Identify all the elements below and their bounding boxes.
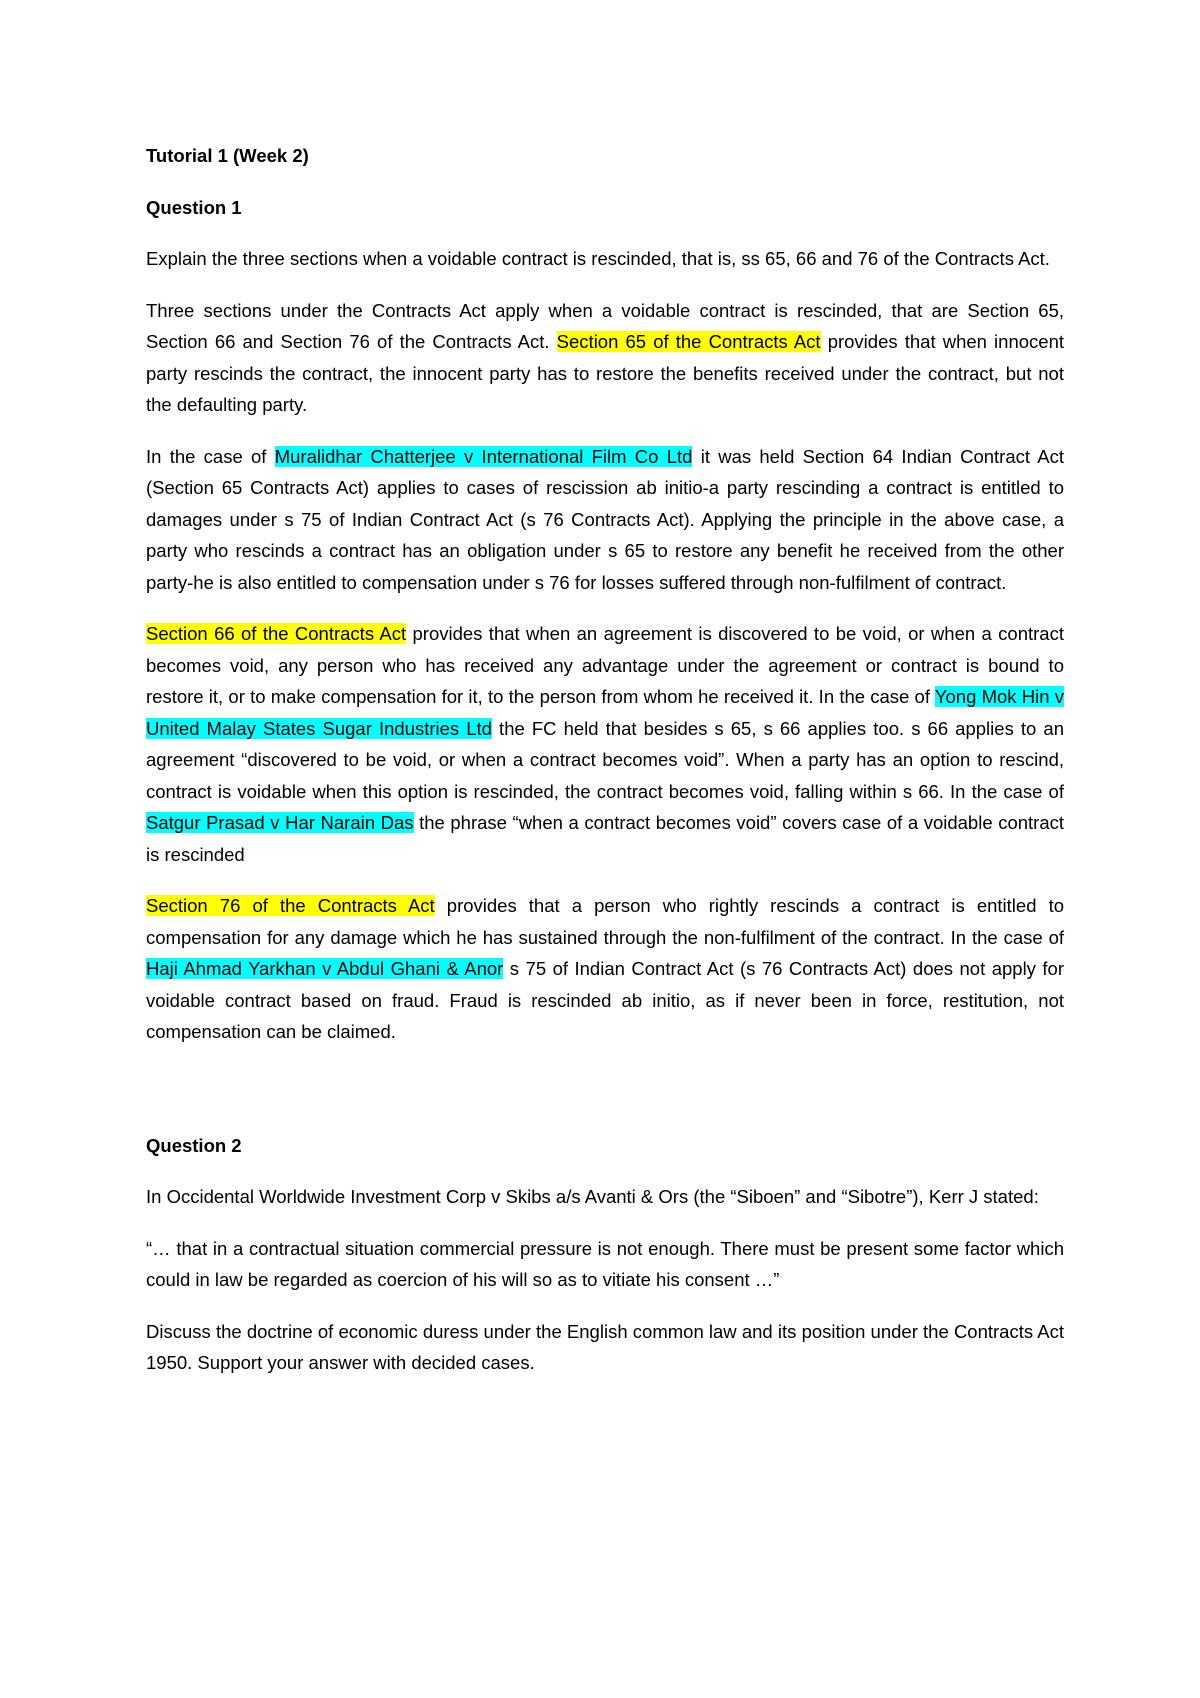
paragraph-text: the phrase “when a contract becomes void” covers case of a voidable contract is rescinded [146, 812, 1064, 865]
answer-paragraph-section-65 [146, 295, 1064, 421]
question-1-heading: Question 1 [146, 196, 242, 218]
case-name-highlight: Haji Ahmad Yarkhan v Abdul Ghani & Anor [146, 958, 504, 979]
section-66-highlight: Section 66 of the Contracts Act [146, 623, 407, 644]
section-76-highlight: Section 76 of the Contracts Act [146, 895, 435, 916]
answer-paragraph-muralidhar-case [146, 441, 1064, 599]
question-2-quote: “… that in a contractual situation commercial pressure is not enough. There must be present some factor which could in law be regarded as coercion of his will so as to vitiate his consent …” [146, 1237, 1064, 1290]
case-name-highlight: Yong Mok Hin v United Malay States Sugar Industries Ltd [146, 686, 1064, 739]
question-1-prompt: Explain the three sections when a voidable contract is rescinded, that is, ss 65, 66 and 76 of the Contracts Act. [146, 248, 1050, 269]
question-2-task: Discuss the doctrine of economic duress under the English common law and its position under the Contracts Act 1950. Support your answer with decided cases. [146, 1320, 1064, 1373]
paragraph-text: provides that when an agreement is discovered to be void, or when a contract becomes void, any person who has received any advantage under the agreement or contract is bound to restore it, or to make compensation for it, to the person from whom he received it. In the case of [146, 623, 1064, 707]
paragraph-text: provides that a person who rightly rescinds a contract is entitled to compensation for any damage which he has sustained through the non-fulfilment of the contract. In the case of [146, 895, 1064, 948]
paragraph-text: the FC held that besides s 65, s 66 applies too. s 66 applies to an agreement “discovered to be void, or when a contract becomes void”. When a party has an option to rescind, contract is voidable when this option is rescinded, the contract becomes void, falling within s 66. In the case of [146, 717, 1064, 802]
paragraph-text: s 75 of Indian Contract Act (s 76 Contracts Act) does not apply for voidable contract based on fraud. Fraud is rescinded ab initio, as if never been in force, restitution, not compensation can be claimed. [146, 958, 1064, 1042]
question-2-intro: In Occidental Worldwide Investment Corp v Skibs a/s Avanti & Ors (the “Siboen” and “Sibotre”), Kerr J stated: [146, 1186, 1039, 1207]
paragraph-text: provides that when innocent party rescinds the contract, the innocent party has to restore the benefits received under the contract, but not the defaulting party. [146, 331, 1065, 415]
answer-paragraph-section-76 [146, 890, 1064, 1048]
document-page [146, 140, 1064, 1399]
paragraph-text: it was held Section 64 Indian Contract Act (Section 65 Contracts Act) applies to cases of rescission ab initio-a party rescinding a contract is entitled to damages under s 75 of Indian Contract Act (s 76 Contracts Act). Applying the principle in the above case, a party who rescinds a contract has an obligation under s 65 to restore any benefit he received from the other party-he is also entitled to compensation under s 76 for losses suffered through non-fulfilment of contract. [146, 445, 1064, 593]
page-title: Tutorial 1 (Week 2) [146, 145, 309, 166]
paragraph-text: Three sections under the Contracts Act apply when a voidable contract is rescinded, that are Section 65, Section 66 and Section 76 of the Contracts Act. [146, 299, 1064, 352]
case-name-highlight: Satgur Prasad v Har Narain Das [146, 812, 414, 833]
section-65-highlight: Section 65 of the Contracts Act [556, 331, 821, 352]
spacer [146, 1068, 1064, 1130]
question-2-heading: Question 2 [146, 1134, 242, 1156]
paragraph-text: In the case of [146, 445, 275, 467]
answer-paragraph-section-66 [146, 618, 1064, 870]
case-name-highlight: Muralidhar Chatterjee v International Film Co Ltd [274, 445, 693, 467]
